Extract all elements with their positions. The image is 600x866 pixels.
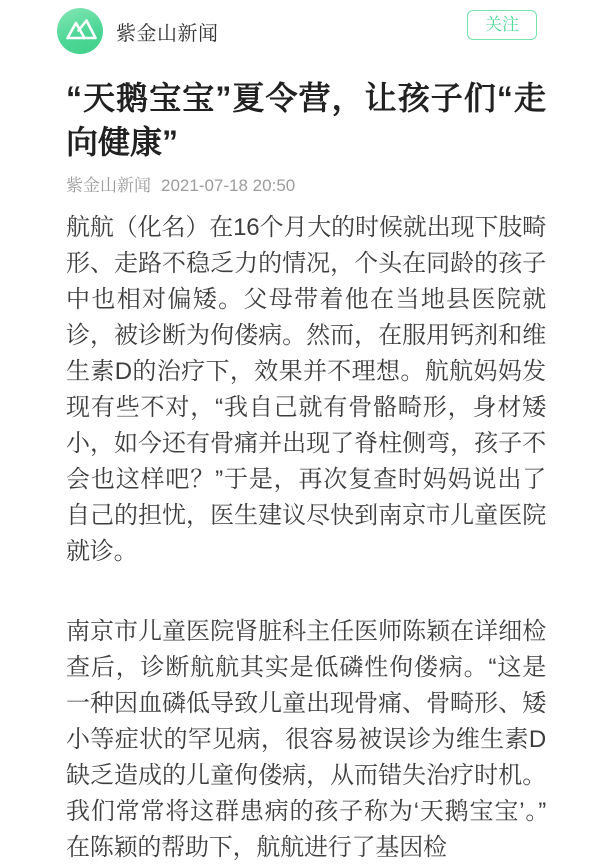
mountain-logo-icon: [57, 8, 103, 54]
article-byline: [66, 174, 546, 198]
article-body: [0, 76, 600, 866]
publisher-name: 紫金山新闻: [116, 22, 219, 45]
article-paragraph: 航航（化名）在16个月大的时候就出现下肢畸形、走路不稳乏力的情况，个头在同龄的孩子中也相对偏矮。父母带着他在当地县医院就诊，被诊断为佝偻病。然而，在服用钙剂和维生素D的治疗下，效果并不理想。航航妈妈发现有些不对，“我自己就有骨骼畸形，身材矮小，如今还有骨痛并出现了脊柱侧弯，孩子不会也这样吧？”于是，再次复查时妈妈说出了自己的担忧，医生建议尽快到南京市儿童医院就诊。: [66, 214, 546, 565]
byline-datetime: 2021-07-18 20:50: [161, 176, 296, 195]
follow-button[interactable]: 关注: [467, 10, 537, 40]
article-title: “天鹅宝宝”夏令营，让孩子们“走向健康”: [66, 80, 546, 160]
publisher-brand[interactable]: [57, 8, 219, 54]
article-header: [0, 0, 600, 54]
byline-source: 紫金山新闻: [66, 176, 151, 195]
publisher-logo: [57, 8, 103, 54]
article-paragraph: 南京市儿童医院肾脏科主任医师陈颖在详细检查后，诊断航航其实是低磷性佝偻病。“这是一种因血磷低导致儿童出现骨痛、骨畸形、矮小等症状的罕见病，很容易被误诊为维生素D缺乏造成的儿童佝偻病，从而错失治疗时机。我们常常将这群患病的孩子称为‘天鹅宝宝’。”在陈颖的帮助下，航航进行了基因检: [66, 618, 546, 861]
